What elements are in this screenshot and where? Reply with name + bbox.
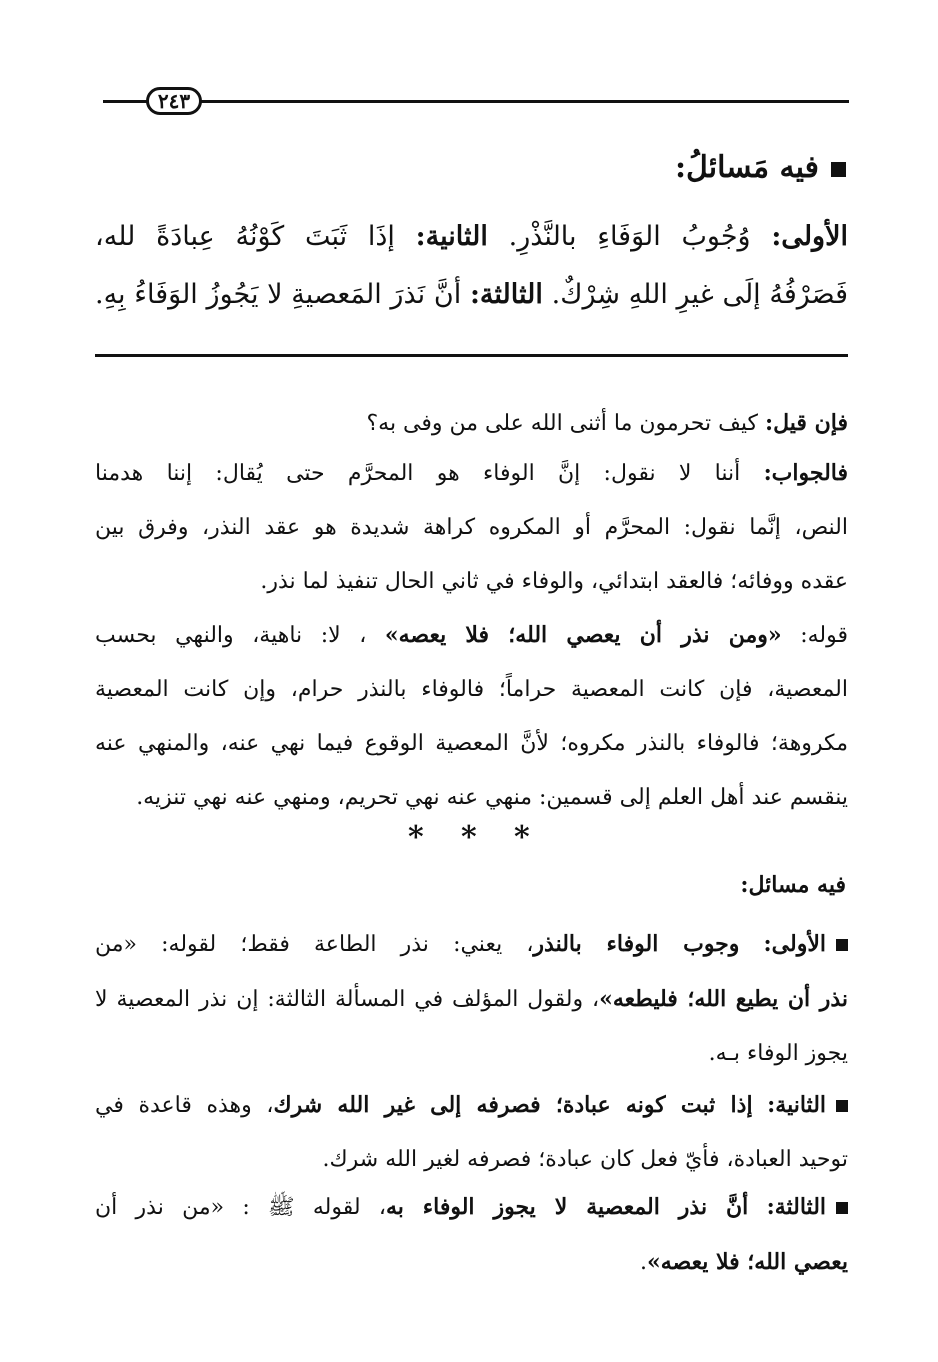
page-number: ٢٤٣ bbox=[146, 87, 202, 115]
label-first: الأولى: bbox=[771, 221, 848, 252]
header-rule-right bbox=[200, 100, 849, 103]
question-lead: فإن قيل: bbox=[765, 410, 848, 436]
answer-line-1 bbox=[95, 446, 848, 501]
masala-1 bbox=[95, 917, 848, 1081]
masala-3-line-2 bbox=[95, 1235, 848, 1290]
masala-2-line-2: توحيد العبادة، فأيّ فعل كان عبادة؛ فصرفه لغير الله شرك. bbox=[322, 1147, 848, 1172]
commentary-title bbox=[740, 872, 846, 898]
answer-line-3: عقده ووفائه؛ فالعقد ابتدائي، والوفاء في ثاني الحال تنفيذ لما نذر. bbox=[260, 569, 848, 594]
masala-1-rest: ، يعني: نذر الطاعة فقط؛ لقوله: «من bbox=[95, 932, 534, 957]
masala-2-rest: ، وهذه قاعدة في bbox=[95, 1093, 274, 1118]
masala-2-lead: الثانية: bbox=[767, 1092, 827, 1118]
answer-text-1: أننا لا نقول: إنَّ الوفاء هو المحرَّم حتى يُقال: إننا هدمنا bbox=[95, 461, 741, 486]
text-second-cont: فَصَرْفُهُ إلَى غيرِ اللهِ شِرْكٌ. bbox=[551, 279, 849, 310]
question-paragraph bbox=[95, 396, 848, 451]
masala-3-lead: الثالثة: bbox=[766, 1194, 827, 1220]
masala-2-line-1 bbox=[95, 1078, 848, 1133]
section-separator bbox=[0, 820, 938, 860]
qawl-line-4: ينقسم عند أهل العلم إلى قسمين: منهي عنه نهي تحريم، ومنهي عنه نهي تنزيه. bbox=[136, 785, 848, 810]
square-bullet-icon bbox=[836, 1100, 848, 1112]
masala-1-quote: نذر أن يطيع الله؛ فليطعه» bbox=[599, 986, 848, 1012]
question-text: كيف تحرمون ما أثنى الله على من وفى به؟ bbox=[366, 411, 759, 436]
qawl-lead: قوله: bbox=[800, 623, 848, 648]
masala-1-line-2 bbox=[95, 972, 848, 1027]
qawl-line-1 bbox=[95, 608, 848, 663]
text-second: إذَا ثَبَتَ كَوْنُهُ عِبادَةً لله، bbox=[95, 221, 395, 252]
masala-3-end: . bbox=[639, 1250, 647, 1275]
qawl-line-2: المعصية، فإن كانت المعصية حراماً؛ فالوفاء بالنذر حرام، وإن كانت المعصية bbox=[95, 677, 848, 702]
label-second: الثانية: bbox=[415, 221, 488, 252]
answer-line-2: النص، إنَّما نقول: المحرَّم أو المكروه كراهة شديدة هو عقد النذر، وفرق بين bbox=[95, 515, 848, 540]
masail-line-2 bbox=[95, 266, 848, 324]
question-line bbox=[95, 396, 848, 451]
qawl-line-3: مكروهة؛ فالوفاء بالنذر مكروه؛ لأنَّ المعصية الوقوع فيما نهي عنه، والمنهي عنه bbox=[95, 731, 848, 756]
separator-star: * bbox=[461, 820, 477, 855]
section-masail bbox=[95, 208, 848, 324]
masail-line-1 bbox=[95, 208, 848, 266]
text-third: أنَّ نَذرَ المَعصيةِ لا يَجُوزُ الوَفَاءُ بِهِ. bbox=[95, 279, 462, 310]
separator-star: * bbox=[514, 820, 530, 855]
text-first: وُجُوبُ الوَفَاءِ بالنَّذْرِ. bbox=[508, 221, 751, 252]
separator-star: * bbox=[408, 820, 424, 855]
square-bullet-icon bbox=[831, 162, 846, 177]
answer-lead: فالجواب: bbox=[763, 460, 848, 486]
masala-1-lead: الأولى: bbox=[763, 931, 826, 957]
masala-1-line-1 bbox=[95, 917, 848, 972]
square-bullet-icon bbox=[836, 1202, 848, 1214]
section-title bbox=[675, 150, 846, 185]
square-bullet-icon bbox=[836, 939, 848, 951]
masala-2 bbox=[95, 1078, 848, 1187]
section-title-text: فيه مَسائلُ: bbox=[674, 150, 819, 185]
qawl-paragraph bbox=[95, 608, 848, 825]
masala-3-quote: يعصي الله؛ فلا يعصه» bbox=[646, 1249, 848, 1275]
masala-1-bold: وجوب الوفاء بالنذر bbox=[533, 931, 740, 957]
answer-paragraph bbox=[95, 446, 848, 609]
masala-3-bold: أنَّ نذر المعصية لا يجوز الوفاء به bbox=[385, 1194, 749, 1220]
masala-3-line-1 bbox=[95, 1180, 848, 1235]
qawl-rest: ، لا: ناهية، والنهي بحسب bbox=[95, 623, 367, 648]
commentary-title-text: فيه مسائل: bbox=[740, 872, 846, 898]
masala-1-rest-2: ، ولقول المؤلف في المسألة الثالثة: إن نذر المعصية لا bbox=[95, 987, 600, 1012]
masala-2-bold: إذا ثبت كونه عبادة؛ فصرفه إلى غير الله شرك bbox=[273, 1092, 753, 1118]
header-rule-left bbox=[103, 100, 148, 103]
label-third: الثالثة: bbox=[469, 279, 543, 310]
section-divider bbox=[95, 354, 848, 357]
qawl-quote: «ومن نذر أن يعصي الله؛ فلا يعصه» bbox=[384, 622, 782, 648]
masala-1-line-3: يجوز الوفاء بـه. bbox=[708, 1041, 848, 1066]
masala-3 bbox=[95, 1180, 848, 1290]
masala-3-rest: ، لقوله ﷺ : «من نذر أن bbox=[95, 1195, 386, 1220]
